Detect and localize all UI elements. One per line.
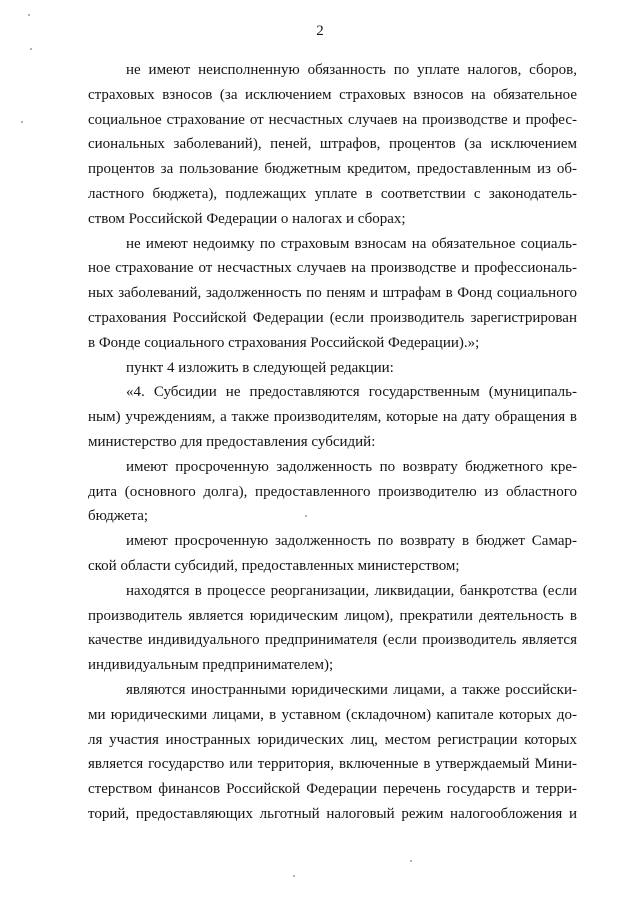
scan-speck xyxy=(30,48,32,50)
text-line: дита (основного долга), предоставленного производителю из областного xyxy=(88,484,577,500)
text-line: бюджета; xyxy=(88,508,149,524)
text-line: страхования Российской Федерации (если производитель зарегистрирован xyxy=(88,310,577,326)
text-line: являются иностранными юридическими лицами, а также российски- xyxy=(126,682,577,698)
text-line: качестве индивидуального предпринимателя (если производитель является xyxy=(88,632,577,648)
text-line: индивидуальным предпринимателем); xyxy=(88,657,334,673)
text-line: не имеют недоимку по страховым взносам на обязательное социаль- xyxy=(126,236,577,252)
page-number: 2 xyxy=(316,23,324,39)
text-line: сиональных заболеваний), пеней, штрафов, процентов (за исключением xyxy=(88,136,577,152)
text-line: министерство для предоставления субсидий: xyxy=(88,434,376,450)
scan-speck xyxy=(305,515,307,517)
text-line: ля участия иностранных юридических лиц, местом регистрации которых xyxy=(88,732,577,748)
text-line: не имеют неисполненную обязанность по уплате налогов, сборов, xyxy=(126,62,577,78)
text-line: ное страхование от несчастных случаев на производстве и профессиональ- xyxy=(88,260,577,276)
text-line: имеют просроченную задолженность по возврату в бюджет Самар- xyxy=(126,533,577,549)
scan-speck xyxy=(293,875,295,877)
text-line: ным) учреждениям, а также производителям, которые на дату обращения в xyxy=(88,409,577,425)
text-line: стерством финансов Российской Федерации перечень государств и терри- xyxy=(88,781,577,797)
text-line: социальное страхование от несчастных случаев на производстве и профес- xyxy=(88,112,577,128)
text-line: торий, предоставляющих льготный налоговый режим налогообложения и xyxy=(88,806,577,822)
text-line: находятся в процессе реорганизации, ликвидации, банкротства (если xyxy=(126,583,577,599)
text-line: пункт 4 изложить в следующей редакции: xyxy=(126,360,394,376)
text-line: процентов за пользование бюджетным кредитом, предоставленным из об- xyxy=(88,161,577,177)
text-line: ластного бюджета), подлежащих уплате в соответствии с законодатель- xyxy=(88,186,577,202)
scan-speck xyxy=(28,14,30,16)
text-line: ской области субсидий, предоставленных министерством; xyxy=(88,558,460,574)
text-line: ных заболеваний, задолженность по пеням и штрафам в Фонд социального xyxy=(88,285,577,301)
text-line: ми юридическими лицами, в уставном (складочном) капитале которых до- xyxy=(88,707,577,723)
text-line: производитель является юридическим лицом), прекратили деятельность в xyxy=(88,608,577,624)
text-line: является государство или территория, включенные в утверждаемый Мини- xyxy=(88,756,577,772)
scan-speck xyxy=(410,860,412,862)
text-line: «4. Субсидии не предоставляются государственным (муниципаль- xyxy=(126,384,577,400)
scan-speck xyxy=(21,121,23,123)
text-line: ством Российской Федерации о налогах и сборах; xyxy=(88,211,406,227)
text-line: страховых взносов (за исключением страховых взносов на обязательное xyxy=(88,87,577,103)
text-line: имеют просроченную задолженность по возврату бюджетного кре- xyxy=(126,459,577,475)
text-line: в Фонде социального страхования Российской Федерации).»; xyxy=(88,335,480,351)
